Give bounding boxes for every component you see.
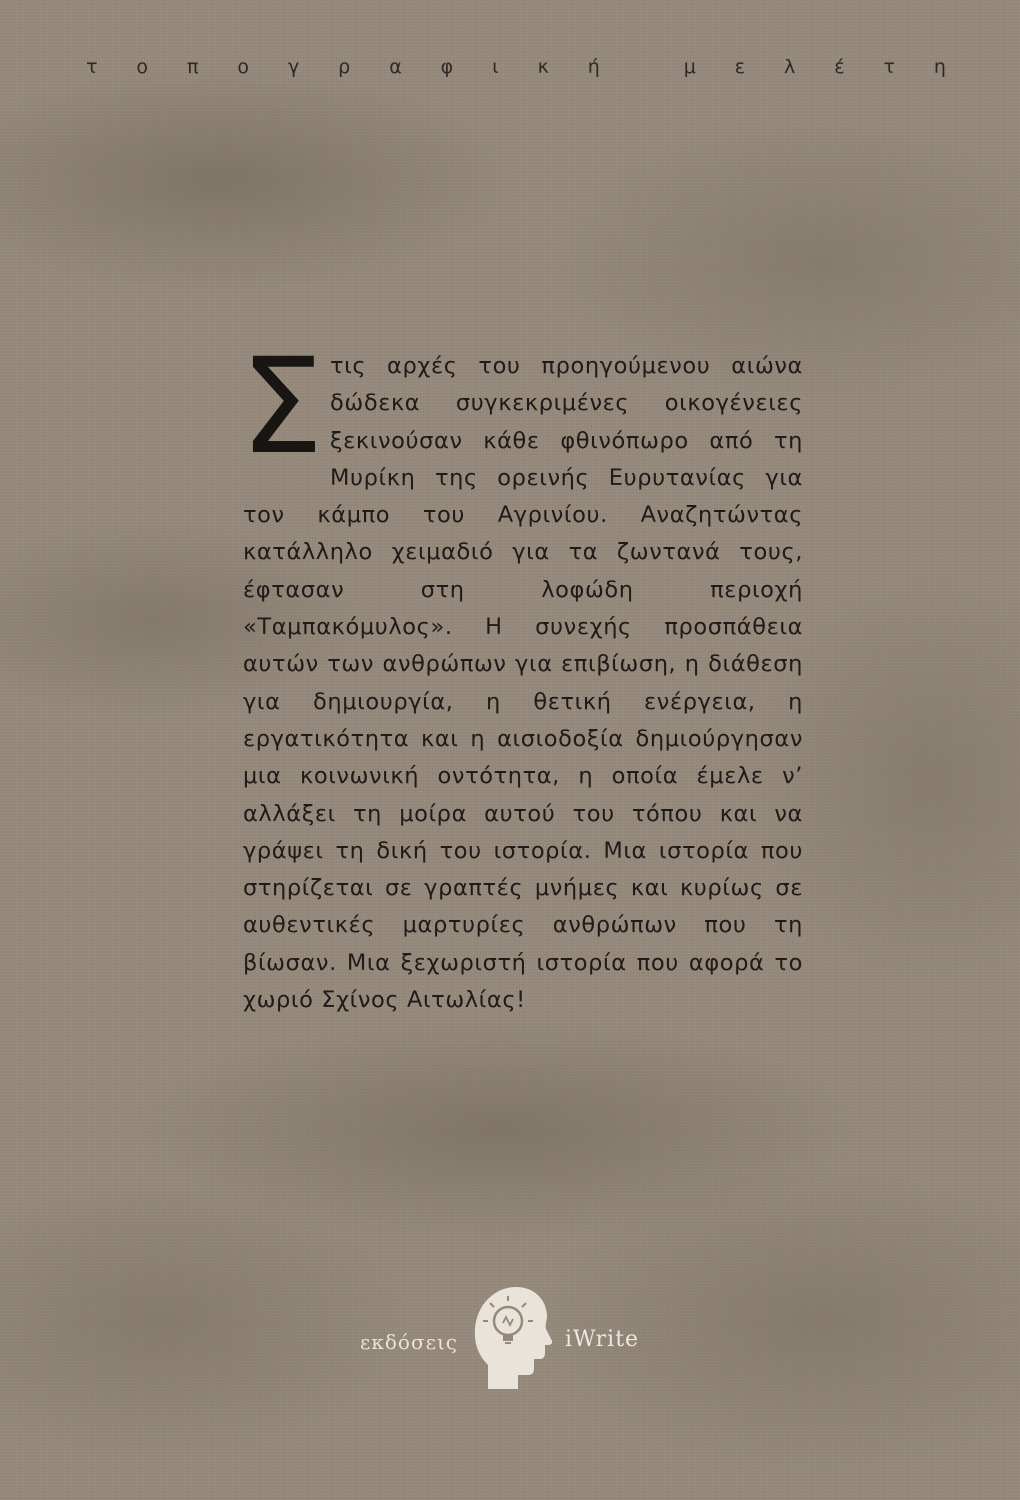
- series-title-letter: ι: [492, 56, 499, 78]
- publisher-label-left: εκδόσεις: [360, 1330, 458, 1354]
- series-title-letter: [639, 56, 645, 78]
- series-title-letter: φ: [440, 56, 454, 78]
- series-title-letter: π: [186, 56, 199, 78]
- series-title-letter: τ: [883, 56, 895, 78]
- series-title-letter: ή: [587, 56, 600, 78]
- series-title-letter: ε: [734, 56, 746, 78]
- publisher-imprint: [0, 1285, 1020, 1395]
- series-title-letter: γ: [287, 56, 300, 78]
- series-title-letter: λ: [784, 56, 796, 78]
- series-title-letter: έ: [834, 56, 845, 78]
- series-title-letter: η: [933, 56, 946, 78]
- series-title-letter: ο: [136, 56, 149, 78]
- series-title-letter: ρ: [338, 56, 351, 78]
- series-title-letter: κ: [537, 56, 549, 78]
- drop-cap: Σ: [240, 330, 325, 484]
- series-title-letter: μ: [683, 56, 696, 78]
- head-lightbulb-icon: [470, 1285, 552, 1389]
- series-title: [86, 56, 946, 78]
- publisher-label-right: iWrite: [565, 1327, 640, 1352]
- blurb-text: [240, 330, 803, 1019]
- blurb-body: τις αρχές του προηγούμενου αιώνα δώδεκα συγκεκριμένες οικογένειες ξεκινούσαν κάθε φθινόπωρο από τη Μυρίκη της ορεινής Ευρυτανίας για τον κάμπο του Αγρινίου. Αναζητώντας κατάλληλο χειμαδιό για τα ζωντανά τους, έφτασαν στη λοφώδη περιοχή «Ταμπακόμυλος». Η συνεχής προσπάθεια αυτών των ανθρώπων για επιβίωση, η διάθεση για δημιουργία, η θετική ενέργεια, η εργατικότητα και η αισιοδοξία δημιούργησαν μια κοινωνική οντότητα, η οποία έμελε ν’ αλλάξει τη μοίρα αυτού του τόπου και να γράψει τη δική του ιστορία. Μια ιστορία που στηρίζεται σε γραπτές μνήμες και κυρίως σε αυθεντικές μαρτυρίες ανθρώπων που τη βίωσαν. Μια ξεχωριστή ιστορία που αφορά το χωριό Σχίνος Αιτωλίας!: [243, 353, 803, 1014]
- series-title-letter: α: [389, 56, 402, 78]
- series-title-letter: ο: [237, 56, 250, 78]
- series-title-letter: τ: [86, 56, 98, 78]
